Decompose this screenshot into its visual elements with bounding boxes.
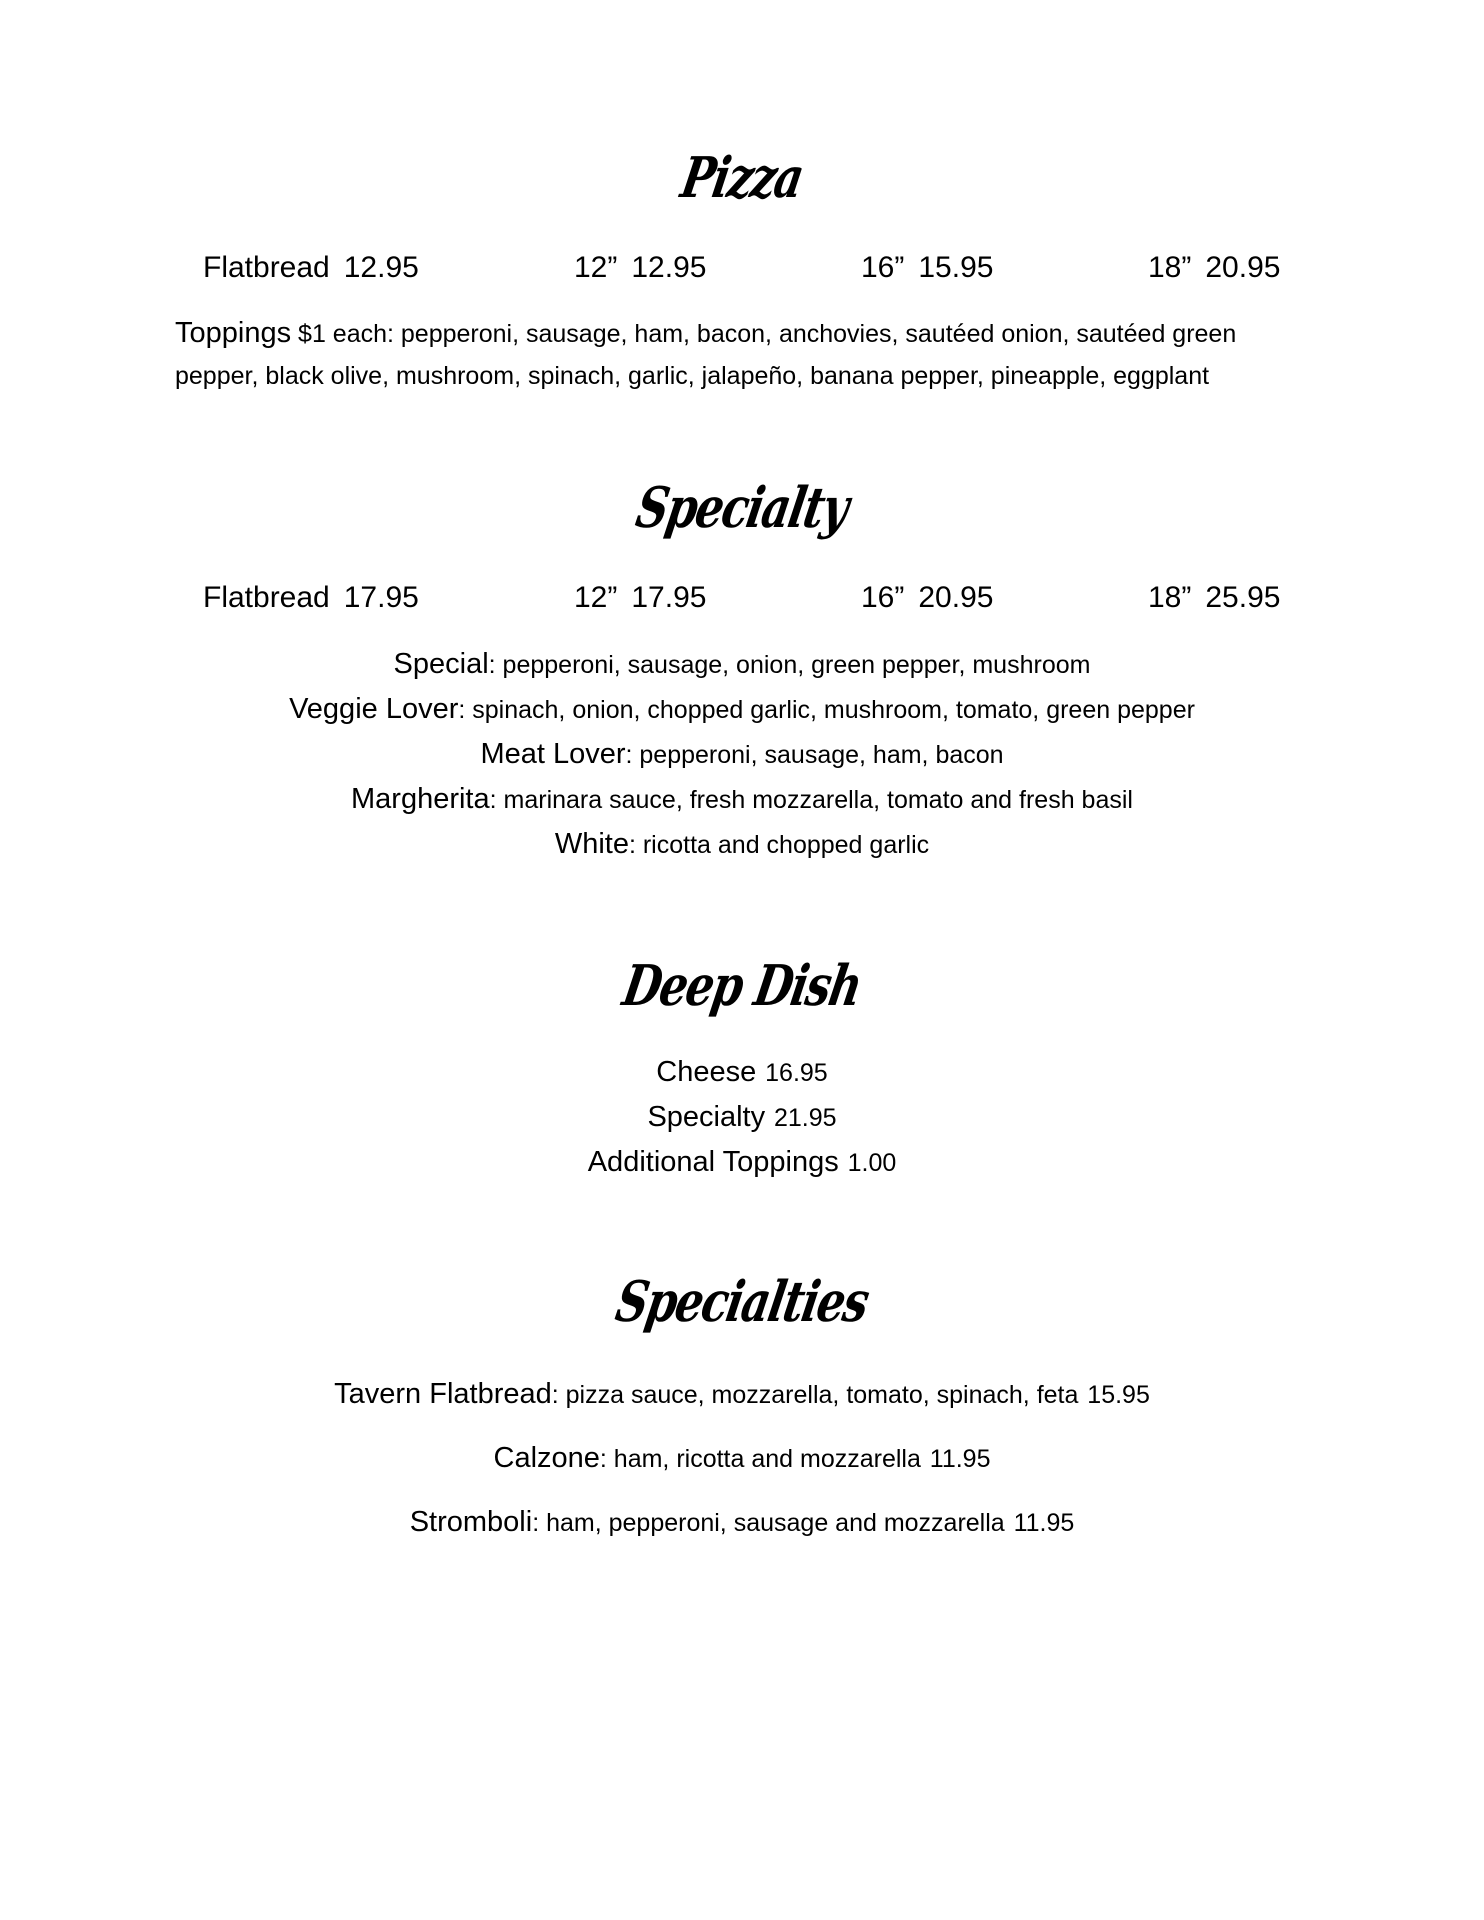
item-name: Meat Lover <box>480 738 626 770</box>
item-price: 16.95 <box>765 1059 828 1087</box>
specialty-size-12 <box>574 578 706 618</box>
size-name: 18” <box>1148 581 1192 614</box>
pizza-size-18 <box>1148 248 1280 288</box>
item-desc: : marinara sauce, fresh mozzarella, tomato and fresh basil <box>489 786 1133 814</box>
size-name: 12” <box>574 581 618 614</box>
size-price: 17.95 <box>631 581 707 614</box>
deep-dish-item <box>0 1050 1484 1095</box>
specialty-list <box>0 642 1484 867</box>
item-price: 21.95 <box>774 1104 837 1132</box>
item-desc: : ricotta and chopped garlic <box>628 831 930 859</box>
item-desc: : spinach, onion, chopped garlic, mushroom, tomato, green pepper <box>458 696 1195 724</box>
item-name: Cheese <box>656 1056 757 1088</box>
item-name: Veggie Lover <box>289 693 459 725</box>
size-name: 16” <box>861 251 905 284</box>
deep-dish-item <box>0 1095 1484 1140</box>
size-price: 20.95 <box>1205 251 1281 284</box>
specialties-item <box>0 1490 1484 1554</box>
item-name: Calzone <box>493 1442 600 1474</box>
pizza-toppings <box>175 312 1325 397</box>
specialty-item <box>0 732 1484 777</box>
item-name: Margherita <box>351 783 490 815</box>
item-name: Specialty <box>647 1101 766 1133</box>
specialty-size-16 <box>861 578 993 618</box>
deep-dish-list <box>0 1050 1484 1185</box>
size-name: Flatbread <box>203 251 330 284</box>
specialty-size-18 <box>1148 578 1280 618</box>
item-price: 1.00 <box>847 1149 897 1177</box>
deep-dish-heading: Deep Dish <box>618 953 866 1019</box>
specialty-item <box>0 687 1484 732</box>
pizza-size-12 <box>574 248 706 288</box>
size-price: 17.95 <box>343 581 419 614</box>
item-name: Stromboli <box>409 1506 533 1538</box>
item-name: White <box>554 828 629 860</box>
specialty-item <box>0 822 1484 867</box>
item-price: 11.95 <box>929 1445 991 1473</box>
specialty-size-row <box>0 578 1484 618</box>
size-name: 12” <box>574 251 618 284</box>
item-price: 11.95 <box>1013 1509 1075 1537</box>
item-name: Additional Toppings <box>587 1146 839 1178</box>
specialties-heading: Specialties <box>611 1269 873 1335</box>
size-price: 15.95 <box>918 251 994 284</box>
item-desc: : pepperoni, sausage, onion, green pepper, mushroom <box>488 651 1091 679</box>
pizza-size-row <box>0 248 1484 288</box>
size-name: 18” <box>1148 251 1192 284</box>
toppings-text: $1 each: pepperoni, sausage, ham, bacon, anchovies, sautéed onion, sautéed green pepper, black olive, mushroom, spinach, garlic, jalapeño, banana pepper, pineapple, eggplant <box>175 320 1237 390</box>
specialties-item <box>0 1362 1484 1426</box>
specialty-heading: Specialty <box>631 475 853 541</box>
item-price: 15.95 <box>1087 1381 1150 1409</box>
toppings-label: Toppings <box>175 317 292 349</box>
pizza-heading: Pizza <box>676 145 808 211</box>
specialty-item <box>0 777 1484 822</box>
size-price: 12.95 <box>343 251 419 284</box>
pizza-size-16 <box>861 248 993 288</box>
size-price: 20.95 <box>918 581 994 614</box>
item-name: Special <box>393 648 489 680</box>
size-price: 25.95 <box>1205 581 1281 614</box>
item-desc: : ham, ricotta and mozzarella <box>599 1445 921 1473</box>
specialty-item <box>0 642 1484 687</box>
size-price: 12.95 <box>631 251 707 284</box>
pizza-size-flatbread <box>203 248 419 288</box>
deep-dish-item <box>0 1140 1484 1185</box>
size-name: 16” <box>861 581 905 614</box>
specialties-item <box>0 1426 1484 1490</box>
item-name: Tavern Flatbread <box>334 1378 552 1410</box>
specialty-size-flatbread <box>203 578 419 618</box>
item-desc: : pizza sauce, mozzarella, tomato, spinach, feta <box>551 1381 1079 1409</box>
specialties-list <box>0 1362 1484 1554</box>
item-desc: : pepperoni, sausage, ham, bacon <box>625 741 1004 769</box>
size-name: Flatbread <box>203 581 330 614</box>
item-desc: : ham, pepperoni, sausage and mozzarella <box>532 1509 1005 1537</box>
